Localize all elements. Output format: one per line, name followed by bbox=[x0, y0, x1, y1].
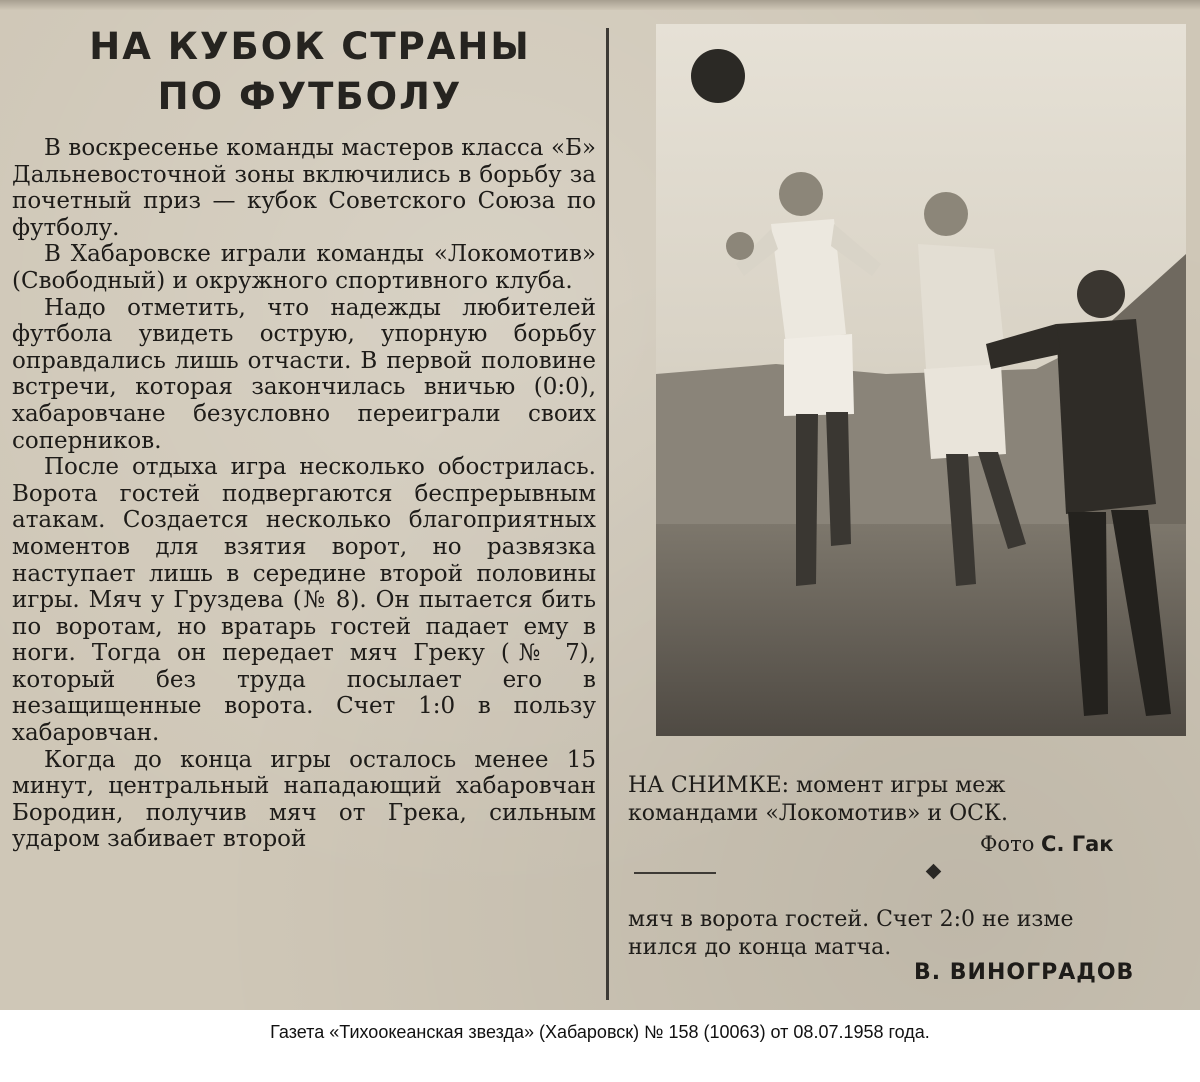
article-headline bbox=[20, 22, 600, 122]
headline-line-2: ПО ФУТБОЛУ bbox=[157, 75, 463, 118]
article-paragraph: После отдыха игра несколько обострилась. Ворота гостей подвергаются беспрерывным атакам. Создается несколько благоприятных моментов для взятия ворот, но развязка наступает лишь в середине второй половины игры. Мяч у Груздева (№ 8). Он пытается бить по воротам, но вратарь гостей падает ему в ноги. Тогда он передает мяч Греку (№ 7), который без труда посылает его в незащищенные ворота. Счет 1:0 в пользу хабаровчан. bbox=[12, 454, 596, 747]
match-photo bbox=[656, 24, 1186, 736]
continuation-line-1: мяч в ворота гостей. Счет 2:0 не изме bbox=[628, 907, 1074, 932]
article-paragraph: В воскресенье команды мастеров класса «Б» Дальневосточной зоны включились в борьбу за почетный приз — кубок Советского Союза по футболу. bbox=[12, 135, 596, 241]
separator-rule bbox=[634, 872, 716, 874]
photo-credit-prefix: Фото bbox=[980, 832, 1035, 856]
article-author: В. ВИНОГРАДОВ bbox=[914, 960, 1135, 985]
separator-diamond-icon bbox=[926, 864, 942, 880]
photo-credit bbox=[980, 832, 1114, 856]
caption-line-2: командами «Локомотив» и ОСК. bbox=[628, 801, 1008, 826]
photo-caption bbox=[628, 772, 1188, 828]
ball-icon bbox=[691, 49, 745, 103]
clipping-top-edge bbox=[0, 0, 1200, 10]
headline-line-1: НА КУБОК СТРАНЫ bbox=[89, 25, 531, 68]
photo-credit-name: С. Гак bbox=[1041, 832, 1114, 856]
source-citation: Газета «Тихоокеанская звезда» (Хабаровск) № 158 (10063) от 08.07.1958 года. bbox=[270, 1022, 930, 1042]
article-paragraph: Надо отметить, что надежды любителей футбола увидеть острую, упорную борьбу оправдались лишь отчасти. В первой половине встречи, которая закончилась вничью (0:0), хабаровчане безусловно переиграли своих соперников. bbox=[12, 294, 596, 454]
column-divider bbox=[606, 28, 609, 1000]
article-paragraph: В Хабаровске играли команды «Локомотив» (Свободный) и окружного спортивного клуба. bbox=[12, 241, 596, 294]
caption-line-1: НА СНИМКЕ: момент игры меж bbox=[628, 773, 1006, 798]
article-paragraph: Когда до конца игры осталось менее 15 минут, центральный нападающий хабаровчан Бородин, получив мяч от Грека, сильным ударом забивает второй bbox=[12, 746, 596, 853]
continuation-line-2: нился до конца матча. bbox=[628, 935, 892, 960]
article-continuation bbox=[628, 906, 1188, 962]
photo-image bbox=[656, 24, 1186, 736]
article-body bbox=[12, 135, 596, 853]
